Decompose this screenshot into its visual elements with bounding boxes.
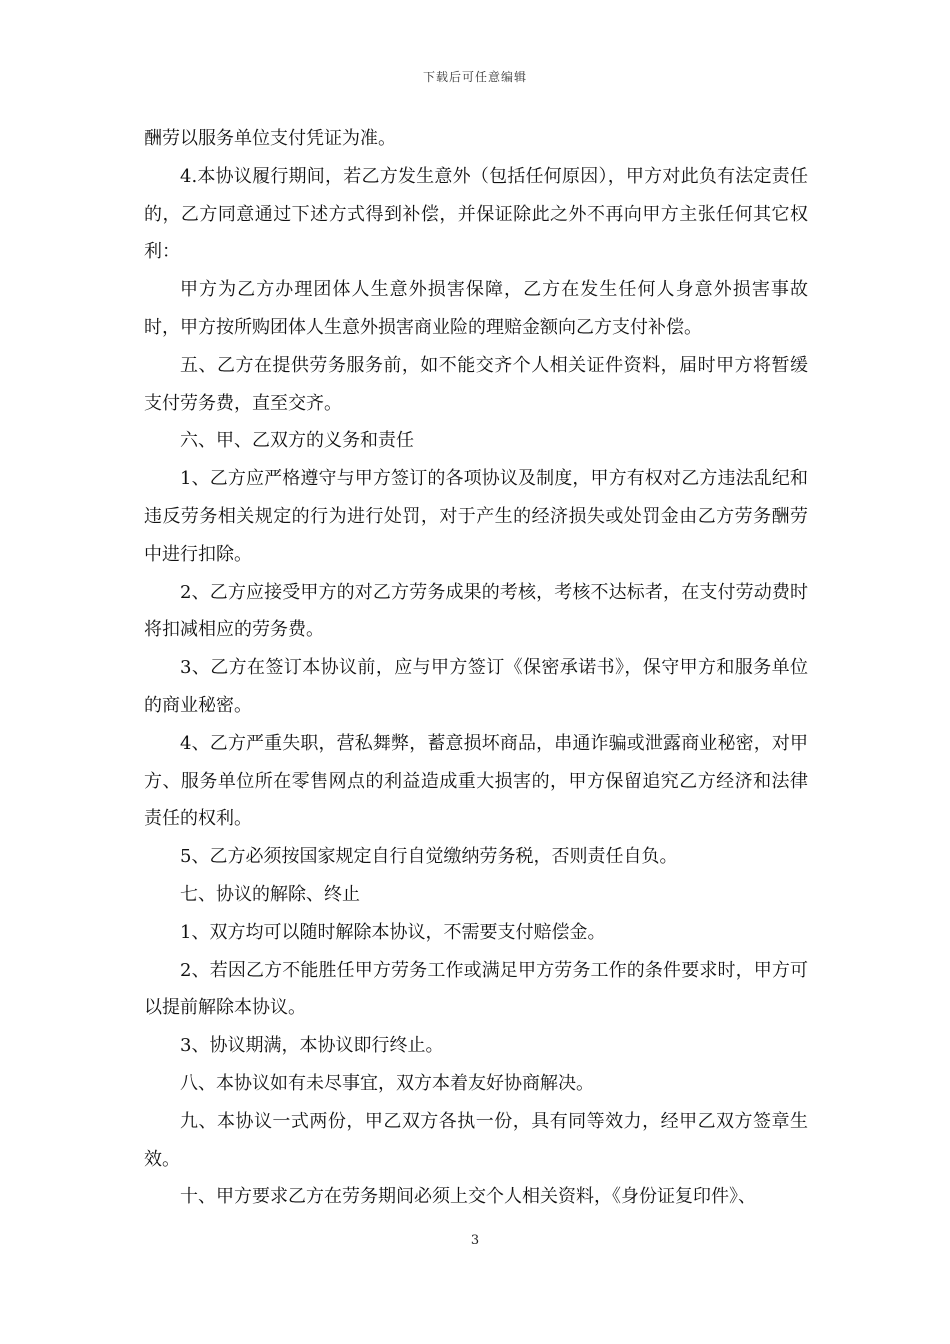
- paragraph: 十、甲方要求乙方在劳务期间必须上交个人相关资料，《身份证复印件》、: [180, 1186, 756, 1208]
- document-body: [144, 120, 808, 1216]
- paragraph: 甲方为乙方办理团体人生意外损害保障，乙方在发生任何人身意外损害事故时，甲方按所购团体人生意外损害商业险的理赔金额向乙方支付补偿。: [144, 279, 808, 338]
- paragraph: 九、本协议一式两份，甲乙双方各执一份，具有同等效力，经甲乙双方签章生效。: [144, 1110, 808, 1170]
- page-header: 下载后可任意编辑: [422, 70, 527, 84]
- paragraph: 酬劳以服务单位支付凭证为准。: [144, 128, 396, 149]
- paragraph: 1、双方均可以随时解除本协议，不需要支付赔偿金。: [180, 921, 606, 943]
- paragraph: 3、乙方在签订本协议前，应与甲方签订《保密承诺书》，保守甲方和服务单位的商业秘密。: [144, 657, 808, 716]
- paragraph: 2、若因乙方不能胜任甲方劳务工作或满足甲方劳务工作的条件要求时，甲方可以提前解除本协议。: [144, 959, 808, 1019]
- paragraph: 八、本协议如有未尽事宜，双方本着友好协商解决。: [180, 1072, 594, 1094]
- paragraph: 1、乙方应严格遵守与甲方签订的各项协议及制度，甲方有权对乙方违法乱纪和违反劳务相关规定的行为进行处罚，对于产生的经济损失或处罚金由乙方劳务酬劳中进行扣除。: [144, 468, 808, 565]
- paragraph: 3、协议期满，本协议即行终止。: [180, 1035, 444, 1057]
- paragraph: 七、协议的解除、终止: [180, 883, 360, 905]
- page-number: 3: [470, 1233, 480, 1248]
- paragraph: 4.本协议履行期间，若乙方发生意外（包括任何原因），甲方对此负有法定责任的，乙方同意通过下述方式得到补偿，并保证除此之外不再向甲方主张任何其它权利：: [144, 165, 808, 263]
- paragraph: 五、乙方在提供劳务服务前，如不能交齐个人相关证件资料，届时甲方将暂缓支付劳务费，直至交齐。: [144, 354, 808, 414]
- paragraph: 4、乙方严重失职，营私舞弊，蓄意损坏商品，串通诈骗或泄露商业秘密，对甲方、服务单位所在零售网点的利益造成重大损害的，甲方保留追究乙方经济和法律责任的权利。: [144, 732, 808, 830]
- paragraph: 5、乙方必须按国家规定自行自觉缴纳劳务税，否则责任自负。: [180, 846, 678, 868]
- paragraph: 2、乙方应接受甲方的对乙方劳务成果的考核，考核不达标者，在支付劳动费时将扣减相应的劳务费。: [144, 581, 808, 641]
- paragraph: 六、甲、乙双方的义务和责任: [180, 430, 414, 452]
